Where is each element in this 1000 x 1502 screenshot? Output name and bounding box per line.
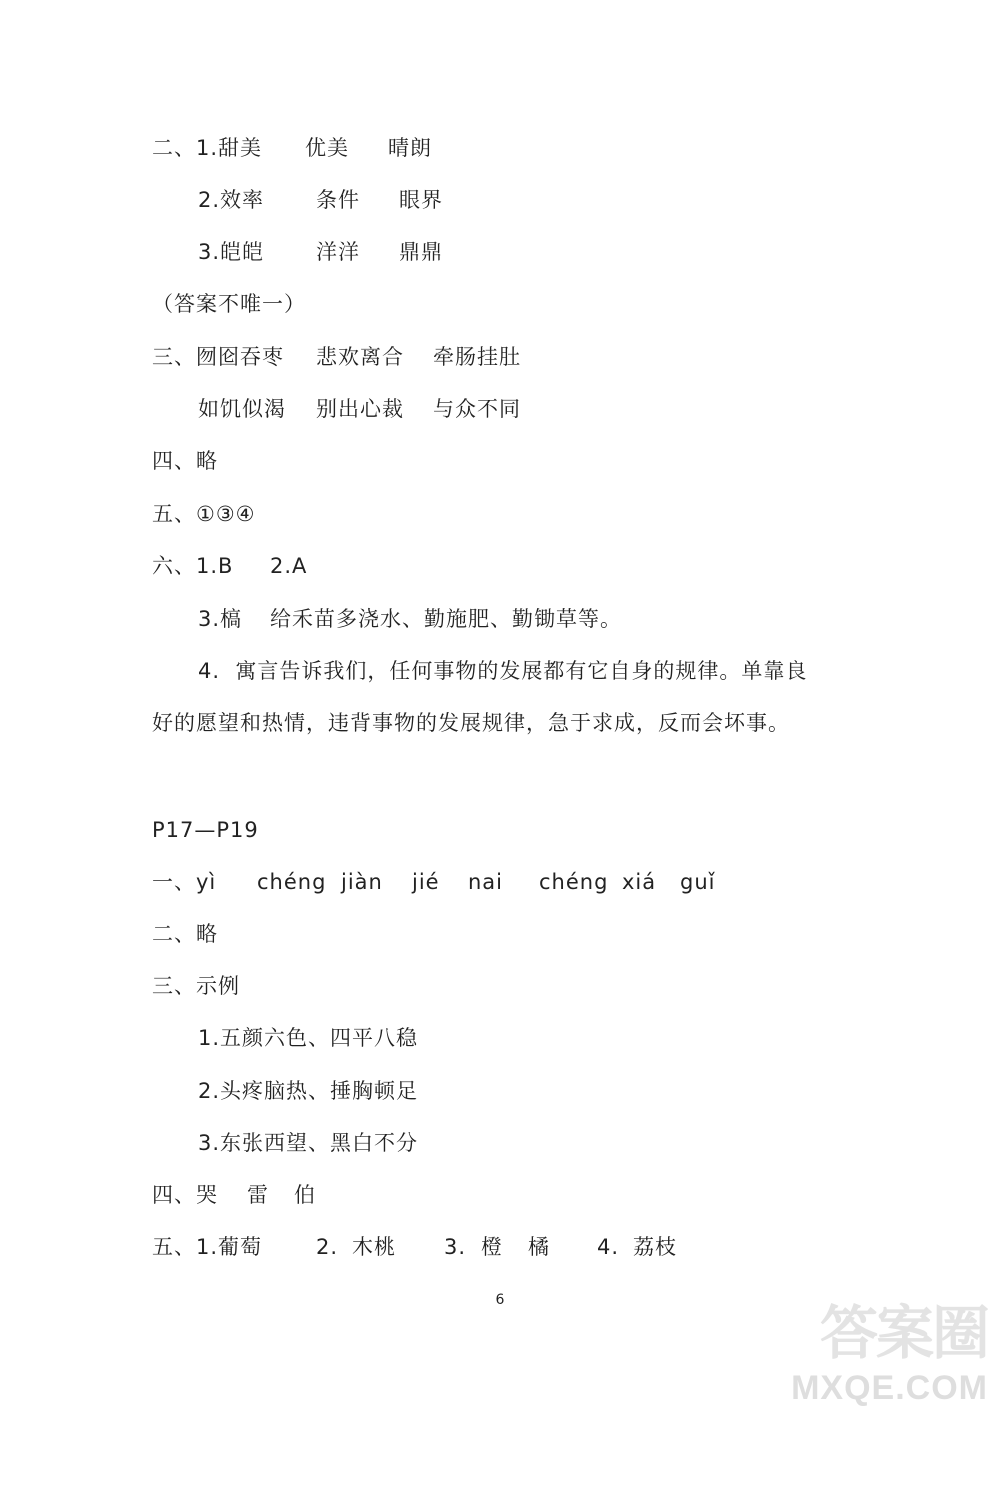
pinyin-text: 一、yì (152, 870, 217, 894)
answer-line-3b-1 (0, 1023, 1000, 1083)
pinyin-text: guǐ (680, 870, 716, 894)
answer-text: 五、①③④ (152, 502, 256, 526)
answer-text: 三、囫囵吞枣 (152, 345, 284, 369)
answer-text: 2.头疼脑热、捶胸顿足 (198, 1079, 419, 1103)
answer-line-3b-2 (0, 1076, 1000, 1136)
answer-text: 优美 (305, 136, 349, 160)
answer-text: 洋洋 (316, 240, 360, 264)
answer-text: 1.五颜六色、四平八稳 (198, 1026, 419, 1050)
answer-text: 4. (597, 1235, 620, 1259)
paragraph-text: 4. 寓言告诉我们，任何事物的发展都有它自身的规律。单靠良 (198, 659, 808, 683)
answer-text: 3.皑皑 (198, 240, 265, 264)
answer-text: 悲欢离合 (316, 345, 404, 369)
pinyin-text: jié (412, 870, 440, 894)
paragraph-text: 好的愿望和热情，违背事物的发展规律，急于求成，反而会坏事。 (152, 711, 790, 735)
answer-text: 2.效率 (198, 188, 265, 212)
answer-text: 雷 (247, 1183, 269, 1207)
answer-text: 二、略 (152, 922, 218, 946)
answer-line-6-4 (0, 656, 1000, 716)
pinyin-text: chéng (257, 870, 327, 894)
page-number: 6 (495, 1292, 505, 1308)
answer-note (0, 289, 1000, 349)
answer-text: 眼界 (399, 188, 443, 212)
answer-text: 条件 (316, 188, 360, 212)
answer-text: 橙 (481, 1235, 503, 1259)
answer-text: 鼎鼎 (399, 240, 443, 264)
answer-line-5 (0, 499, 1000, 559)
pinyin-text: nai (468, 870, 504, 894)
answer-text: 给禾苗多浇水、勤施肥、勤锄草等。 (270, 607, 622, 631)
answer-line-2b (0, 919, 1000, 979)
answer-text: 荔枝 (633, 1235, 677, 1259)
heading-text: P17—P19 (152, 818, 259, 842)
answer-text: 木桃 (352, 1235, 396, 1259)
site-watermark (753, 1298, 988, 1408)
answer-text: 3.东张西望、黑白不分 (198, 1131, 419, 1155)
answer-text: 2.A (270, 554, 308, 578)
pinyin-text: xiá (622, 870, 657, 894)
answer-text: 晴朗 (388, 136, 432, 160)
answer-text: 3. (444, 1235, 467, 1259)
watermark-domain: MXQE.COM (791, 1369, 988, 1407)
answer-text: 橘 (528, 1235, 550, 1259)
pinyin-text: chéng (539, 870, 609, 894)
note-text: （答案不唯一） (152, 292, 306, 316)
answer-text: 二、1.甜美 (152, 136, 263, 160)
answer-text: 2. (316, 1235, 339, 1259)
answer-text: 四、哭 (152, 1183, 218, 1207)
answer-line-3b (0, 971, 1000, 1031)
answer-text: 五、1.葡萄 (152, 1235, 263, 1259)
answer-text: 别出心裁 (316, 397, 404, 421)
watermark-logo-text: 答案圈 (819, 1299, 988, 1367)
answer-text: 与众不同 (433, 397, 521, 421)
answer-text: 如饥似渴 (198, 397, 286, 421)
answer-text: 牵肠挂肚 (433, 345, 521, 369)
answer-text: 伯 (294, 1183, 316, 1207)
answer-text: 四、略 (152, 449, 218, 473)
pinyin-text: jiàn (341, 870, 383, 894)
answer-text: 六、1.B (152, 554, 234, 578)
answer-text: 三、示例 (152, 974, 240, 998)
page-range-heading (0, 815, 1000, 875)
answer-text: 3.槁 (198, 607, 243, 631)
answer-line-6-4-cont (0, 708, 1000, 768)
answer-line-4 (0, 446, 1000, 506)
answer-line-3b-3 (0, 1128, 1000, 1188)
